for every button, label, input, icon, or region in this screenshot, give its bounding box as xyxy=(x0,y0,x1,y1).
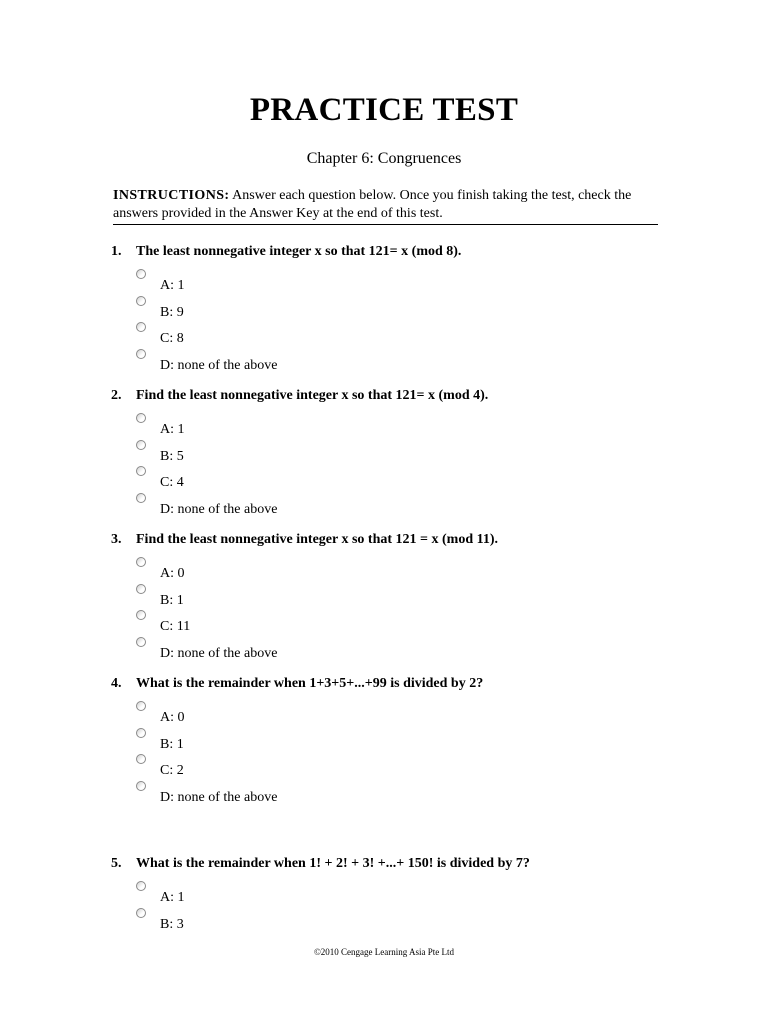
radio-button[interactable] xyxy=(136,269,146,279)
option-label: D: none of the above xyxy=(160,789,278,805)
radio-button[interactable] xyxy=(136,493,146,503)
option-label: D: none of the above xyxy=(160,357,278,373)
radio-button[interactable] xyxy=(136,557,146,567)
option-label: B: 9 xyxy=(160,304,184,320)
radio-button[interactable] xyxy=(136,754,146,764)
radio-button[interactable] xyxy=(136,296,146,306)
question-text xyxy=(111,243,671,261)
radio-button[interactable] xyxy=(136,781,146,791)
option-b[interactable] xyxy=(111,584,671,611)
question-number: 3. xyxy=(111,532,122,547)
option-a[interactable] xyxy=(111,701,671,728)
question-5 xyxy=(111,855,671,934)
question-number: 5. xyxy=(111,856,122,871)
option-c[interactable] xyxy=(111,754,671,781)
question-2 xyxy=(111,387,671,519)
question-prompt: Find the least nonnegative integer x so that 121= x (mod 4). xyxy=(136,388,489,403)
option-d[interactable] xyxy=(111,493,671,520)
question-prompt: What is the remainder when 1+3+5+...+99 is divided by 2? xyxy=(136,676,484,691)
instructions-block xyxy=(113,187,658,225)
instructions-label: INSTRUCTIONS: xyxy=(113,188,230,203)
option-label: A: 1 xyxy=(160,422,185,437)
option-label: B: 3 xyxy=(160,916,184,932)
option-label: C: 8 xyxy=(160,331,184,347)
option-b[interactable] xyxy=(111,296,671,323)
option-a[interactable] xyxy=(111,881,671,908)
question-prompt: Find the least nonnegative integer x so that 121 = x (mod 11). xyxy=(136,532,498,547)
option-b[interactable] xyxy=(111,728,671,755)
option-a[interactable] xyxy=(111,557,671,584)
question-3 xyxy=(111,531,671,663)
radio-button[interactable] xyxy=(136,908,146,918)
option-b[interactable] xyxy=(111,440,671,467)
radio-button[interactable] xyxy=(136,413,146,423)
question-number: 2. xyxy=(111,388,122,403)
option-c[interactable] xyxy=(111,610,671,637)
option-label: A: 0 xyxy=(160,710,185,725)
radio-button[interactable] xyxy=(136,701,146,711)
option-label: B: 1 xyxy=(160,592,184,608)
radio-button[interactable] xyxy=(136,349,146,359)
question-text xyxy=(111,387,671,405)
radio-button[interactable] xyxy=(136,610,146,620)
option-b[interactable] xyxy=(111,908,671,935)
option-c[interactable] xyxy=(111,466,671,493)
option-d[interactable] xyxy=(111,349,671,376)
radio-button[interactable] xyxy=(136,466,146,476)
option-label: C: 4 xyxy=(160,475,184,491)
option-label: D: none of the above xyxy=(160,501,278,517)
option-a[interactable] xyxy=(111,413,671,440)
option-d[interactable] xyxy=(111,637,671,664)
question-prompt: What is the remainder when 1! + 2! + 3! +...+ 150! is divided by 7? xyxy=(136,856,530,871)
option-label: A: 0 xyxy=(160,566,185,581)
radio-button[interactable] xyxy=(136,637,146,647)
option-d[interactable] xyxy=(111,781,671,808)
question-text xyxy=(111,531,671,549)
question-text xyxy=(111,675,671,693)
radio-button[interactable] xyxy=(136,322,146,332)
question-1 xyxy=(111,243,671,375)
radio-button[interactable] xyxy=(136,440,146,450)
question-number: 1. xyxy=(111,244,122,259)
option-label: B: 1 xyxy=(160,736,184,752)
question-number: 4. xyxy=(111,676,122,691)
option-label: C: 11 xyxy=(160,619,191,635)
question-prompt: The least nonnegative integer x so that 121= x (mod 8). xyxy=(136,244,462,259)
chapter-subtitle: Chapter 6: Congruences xyxy=(306,150,462,167)
question-text xyxy=(111,855,671,873)
option-c[interactable] xyxy=(111,322,671,349)
radio-button[interactable] xyxy=(136,584,146,594)
option-label: D: none of the above xyxy=(160,645,278,661)
instructions-text: Answer each question below. Once you finish taking the test, check the answers provided in the Answer Key at the end of this test. xyxy=(113,188,632,221)
radio-button[interactable] xyxy=(136,881,146,891)
radio-button[interactable] xyxy=(136,728,146,738)
page-title: PRACTICE TEST xyxy=(249,92,519,128)
copyright-footer: ©2010 Cengage Learning Asia Pte Ltd xyxy=(313,947,455,957)
option-label: A: 1 xyxy=(160,890,185,905)
option-label: C: 2 xyxy=(160,763,184,779)
question-4 xyxy=(111,675,671,807)
option-label: B: 5 xyxy=(160,448,184,464)
option-a[interactable] xyxy=(111,269,671,296)
option-label: A: 1 xyxy=(160,278,185,293)
